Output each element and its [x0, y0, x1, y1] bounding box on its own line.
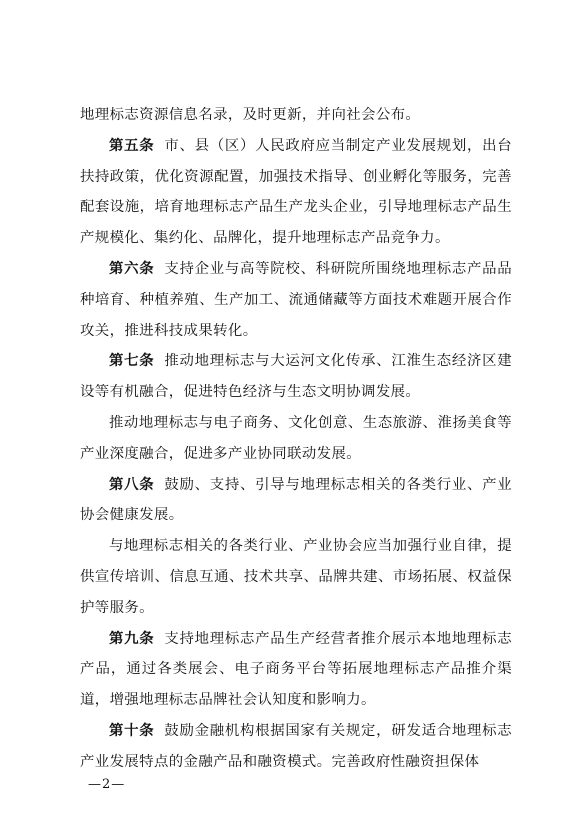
- paragraph-continuation: 地理标志资源信息名录，及时更新，并向社会公布。: [80, 107, 421, 123]
- article-10-text: 鼓励金融机构根据国家有关规定，研发适合地理标志产业发展特点的金融产品和融资模式。完善政府性融资担保体: [80, 722, 513, 770]
- article-6-paragraph: [80, 254, 512, 346]
- article-7-heading: 第七条: [109, 353, 155, 370]
- article-8-heading: 第八条: [109, 476, 155, 493]
- document-body: [80, 100, 512, 778]
- article-8-paragraph: [80, 470, 512, 532]
- article-8-text: 鼓励、支持、引导与地理标志相关的各类行业、产业协会健康发展。: [80, 476, 513, 524]
- article-7-paragraph: [80, 346, 512, 408]
- article-9-text: 支持地理标志产品生产经营者推介展示本地地理标志产品，通过各类展会、电子商务平台等拓展地理标志产品推介渠道，增强地理标志品牌社会认知度和影响力。: [80, 630, 513, 709]
- article-9-heading: 第九条: [109, 630, 155, 647]
- article-10-paragraph: [80, 716, 512, 778]
- article-7-text: 推动地理标志与大运河文化传承、江淮生态经济区建设等有机融合，促进特色经济与生态文明协调发展。: [80, 353, 513, 401]
- article-8-text-2: 与地理标志相关的各类行业、产业协会应当加强行业自律，提供宣传培训、信息互通、技术共享、品牌共建、市场拓展、权益保护等服务。: [80, 538, 512, 616]
- article-9-paragraph: [80, 624, 512, 716]
- article-7-paragraph-2: [80, 408, 512, 470]
- article-7-text-2: 推动地理标志与电子商务、文化创意、生态旅游、淮扬美食等产业深度融合，促进多产业协同联动发展。: [80, 414, 512, 462]
- page-number: —2—: [88, 777, 126, 792]
- article-10-heading: 第十条: [109, 722, 155, 739]
- article-5-heading: 第五条: [109, 137, 155, 154]
- article-6-text: 支持企业与高等院校、科研院所围绕地理标志产品品种培育、种植养殖、生产加工、流通储藏等方面技术难题开展合作攻关，推进科技成果转化。: [80, 260, 513, 339]
- article-8-paragraph-2: [80, 531, 512, 623]
- article-5-paragraph: [80, 131, 512, 254]
- article-5-text: 市、县（区）人民政府应当制定产业发展规划，出台扶持政策，优化资源配置，加强技术指导、创业孵化等服务，完善配套设施，培育地理标志产品生产龙头企业，引导地理标志产品生产规模化、集约化、品牌化，提升地理标志产品竞争力。: [80, 137, 513, 247]
- article-6-heading: 第六条: [109, 260, 155, 277]
